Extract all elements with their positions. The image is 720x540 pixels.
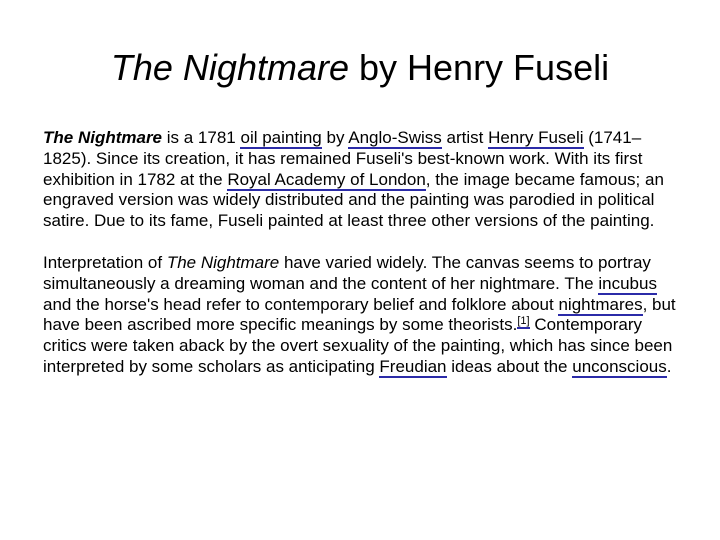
title-rest: by Henry Fuseli xyxy=(349,47,610,88)
slide-title xyxy=(0,42,720,94)
paragraph-2 xyxy=(43,253,683,378)
link-anglo-swiss[interactable]: Anglo-Swiss xyxy=(348,128,442,147)
link-royal-academy[interactable]: Royal Academy of London xyxy=(227,169,426,189)
text-run: have varied widely. The canvas seems to portray simultaneously a dreaming woman and the content of her nightmare. The xyxy=(43,252,651,293)
link-reference-1[interactable]: [1] xyxy=(517,314,530,327)
reference-1 xyxy=(517,315,529,329)
text-run: , the image became famous; an engraved version was widely distributed and the painting was parodied in political satire. Due to its fame, Fuseli painted at least three other versions of the painting. xyxy=(43,169,664,231)
text-run: by xyxy=(321,128,349,147)
slide-body xyxy=(43,128,683,399)
text-run: artist xyxy=(441,128,489,147)
text-run: (1741–1825). Since its creation, it has remained Fuseli's best-known work. With its first exhibition in 1782 at the xyxy=(43,128,643,189)
link-incubus[interactable]: incubus xyxy=(598,273,657,293)
text-run: . xyxy=(666,356,672,376)
link-henry-fuseli[interactable]: Henry Fuseli xyxy=(488,128,584,147)
painting-name-bold: The Nightmare xyxy=(43,128,163,147)
paragraph-1 xyxy=(43,128,683,232)
text-run: Contemporary critics were taken aback by the overt sexuality of the painting, which has since been interpreted by some scholars as anticipating xyxy=(43,315,673,376)
text-run: and the horse's head refer to contemporary belief and folklore about xyxy=(43,294,559,314)
link-oil-painting[interactable]: oil painting xyxy=(240,128,322,147)
link-freudian[interactable]: Freudian xyxy=(379,356,447,376)
link-unconscious[interactable]: unconscious xyxy=(572,356,667,376)
text-run: Interpretation of xyxy=(43,252,167,272)
text-run: is a 1781 xyxy=(162,128,241,147)
painting-name-italic: The Nightmare xyxy=(166,252,280,272)
link-nightmares[interactable]: nightmares xyxy=(558,294,643,314)
text-run: , but have been ascribed more specific meanings by some theorists. xyxy=(43,294,676,335)
text-run: ideas about the xyxy=(446,356,573,376)
title-italic: The Nightmare xyxy=(110,47,349,88)
